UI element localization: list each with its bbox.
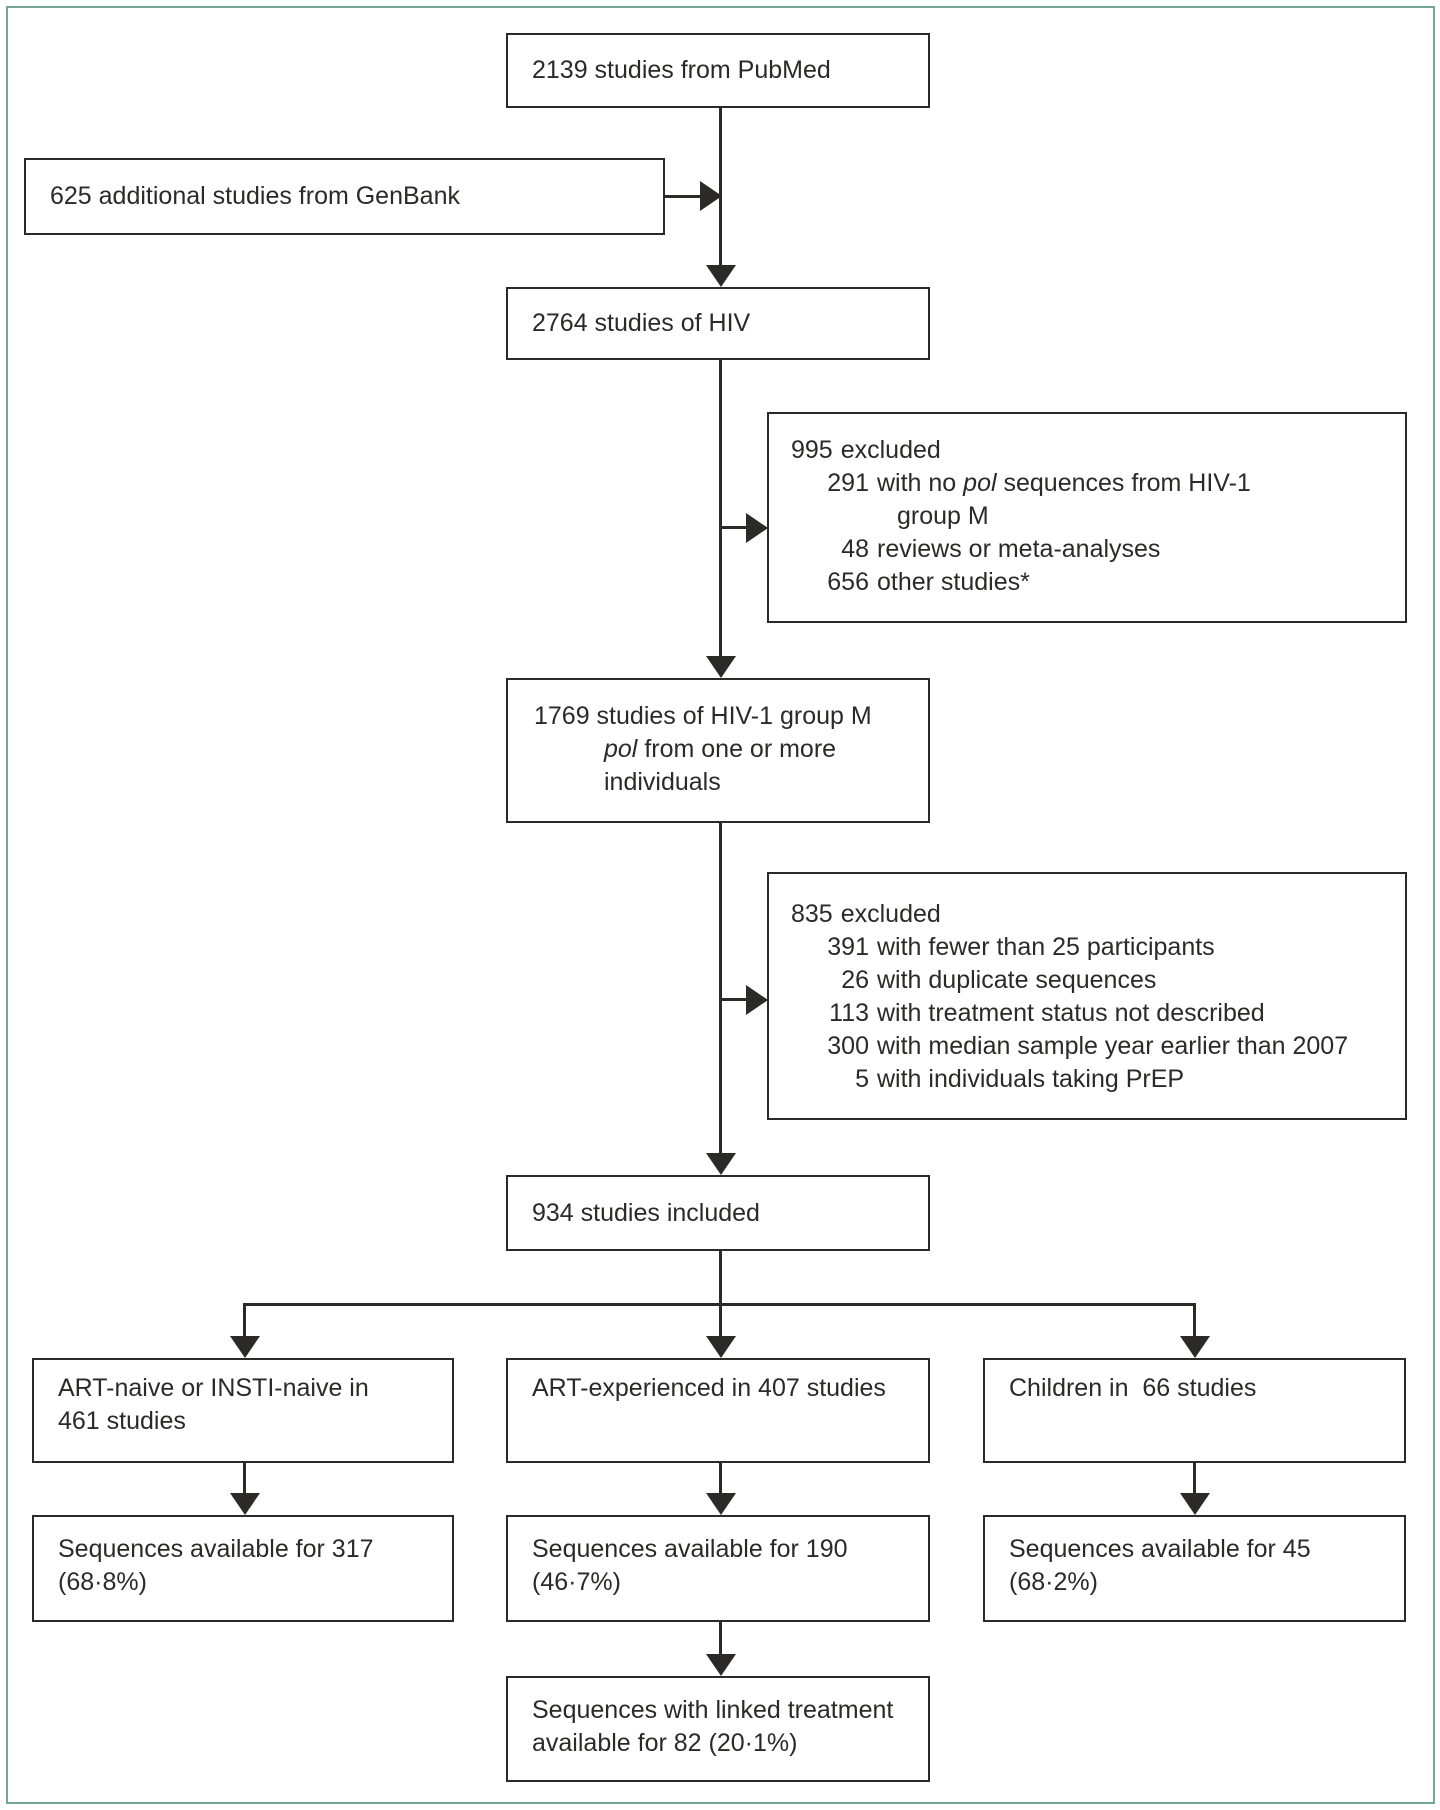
arrowhead-down-icon <box>706 656 736 678</box>
connector-branch-middle <box>719 1303 722 1337</box>
arrowhead-down-icon <box>230 1493 260 1515</box>
box-line: available for 82 (20·1%) <box>532 1729 798 1757</box>
connector-to-exclusion2 <box>722 998 748 1001</box>
box-line: Sequences available for 317 <box>58 1535 374 1563</box>
box-line: (68·2%) <box>1009 1568 1098 1596</box>
connector-groupm-to-included <box>719 823 722 1154</box>
exclusion-count: 835 <box>791 900 833 928</box>
connector-genbank-join <box>665 195 702 198</box>
arrowhead-right-icon <box>700 181 722 211</box>
exclusion-item: 113 with treatment status not described <box>829 999 1265 1027</box>
exclusion-item: 26 with duplicate sequences <box>841 966 1157 994</box>
box-children <box>983 1358 1406 1463</box>
connector-branch-left <box>243 1303 246 1337</box>
arrowhead-right-icon <box>746 513 768 543</box>
box-line: pol from one or more <box>604 735 837 763</box>
box-line: (46·7%) <box>532 1568 621 1596</box>
box-sequences-art-naive <box>32 1515 454 1622</box>
box-pubmed-studies <box>506 33 930 108</box>
exclusion-item: 300 with median sample year earlier than 2007 <box>827 1032 1349 1060</box>
box-line: individuals <box>604 768 721 796</box>
box-line: (68·8%) <box>58 1568 147 1596</box>
connector-seq-to-linked <box>719 1622 722 1654</box>
arrowhead-down-icon <box>706 265 736 287</box>
exclusion-count: 995 <box>791 436 833 464</box>
box-line: Sequences available for 190 <box>532 1535 848 1563</box>
box-hiv-studies <box>506 287 930 360</box>
connector-children-to-seq <box>1193 1463 1196 1495</box>
box-line: Children in 66 studies <box>1009 1374 1257 1402</box>
box-label: 2764 studies of HIV <box>532 309 751 337</box>
box-groupm-pol-studies <box>506 678 930 823</box>
gene-name: pol <box>604 735 638 763</box>
connector-included-down <box>719 1251 722 1306</box>
arrowhead-down-icon <box>230 1336 260 1358</box>
box-sequences-children <box>983 1515 1406 1622</box>
box-line: Sequences with linked treatment <box>532 1696 894 1724</box>
connector-to-exclusion1 <box>722 526 748 529</box>
connector-hiv-to-groupm <box>719 360 722 657</box>
exclusion-label: excluded <box>840 436 941 464</box>
exclusion-summary <box>791 898 1395 931</box>
box-line: 461 studies <box>58 1407 186 1435</box>
exclusion-item-continuation: group M <box>897 502 989 530</box>
connector-naive-to-seq <box>243 1463 246 1495</box>
arrowhead-down-icon <box>706 1336 736 1358</box>
box-label: 2139 studies from PubMed <box>532 56 831 84</box>
arrowhead-down-icon <box>706 1654 736 1676</box>
arrowhead-down-icon <box>706 1153 736 1175</box>
exclusion-item: 291 with no pol sequences from HIV-1 <box>827 469 1251 497</box>
box-line: ART-naive or INSTI-naive in <box>58 1374 369 1402</box>
box-excluded-995 <box>767 412 1407 623</box>
exclusion-label: excluded <box>840 900 941 928</box>
box-line: ART-experienced in 407 studies <box>532 1374 886 1402</box>
arrowhead-down-icon <box>1180 1493 1210 1515</box>
exclusion-summary <box>791 434 1395 467</box>
arrowhead-down-icon <box>706 1493 736 1515</box>
box-line: 1769 studies of HIV-1 group M <box>534 702 872 730</box>
box-linked-treatment <box>506 1676 930 1782</box>
connector-branch-right <box>1193 1303 1196 1337</box>
exclusion-item: 5 with individuals taking PrEP <box>855 1065 1185 1093</box>
exclusion-item: 48 reviews or meta-analyses <box>841 535 1161 563</box>
box-genbank-studies <box>24 158 665 235</box>
box-sequences-art-experienced <box>506 1515 930 1622</box>
box-art-naive <box>32 1358 454 1463</box>
exclusion-item: 391 with fewer than 25 participants <box>827 933 1215 961</box>
arrowhead-down-icon <box>1180 1336 1210 1358</box>
exclusion-item: 656 other studies* <box>827 568 1030 596</box>
connector-experienced-to-seq <box>719 1463 722 1495</box>
box-art-experienced <box>506 1358 930 1463</box>
box-studies-included <box>506 1175 930 1251</box>
arrowhead-right-icon <box>746 985 768 1015</box>
box-line: Sequences available for 45 <box>1009 1535 1311 1563</box>
gene-name: pol <box>963 469 997 497</box>
box-label: 934 studies included <box>532 1198 760 1227</box>
box-excluded-835 <box>767 872 1407 1120</box>
box-label: 625 additional studies from GenBank <box>50 182 460 210</box>
